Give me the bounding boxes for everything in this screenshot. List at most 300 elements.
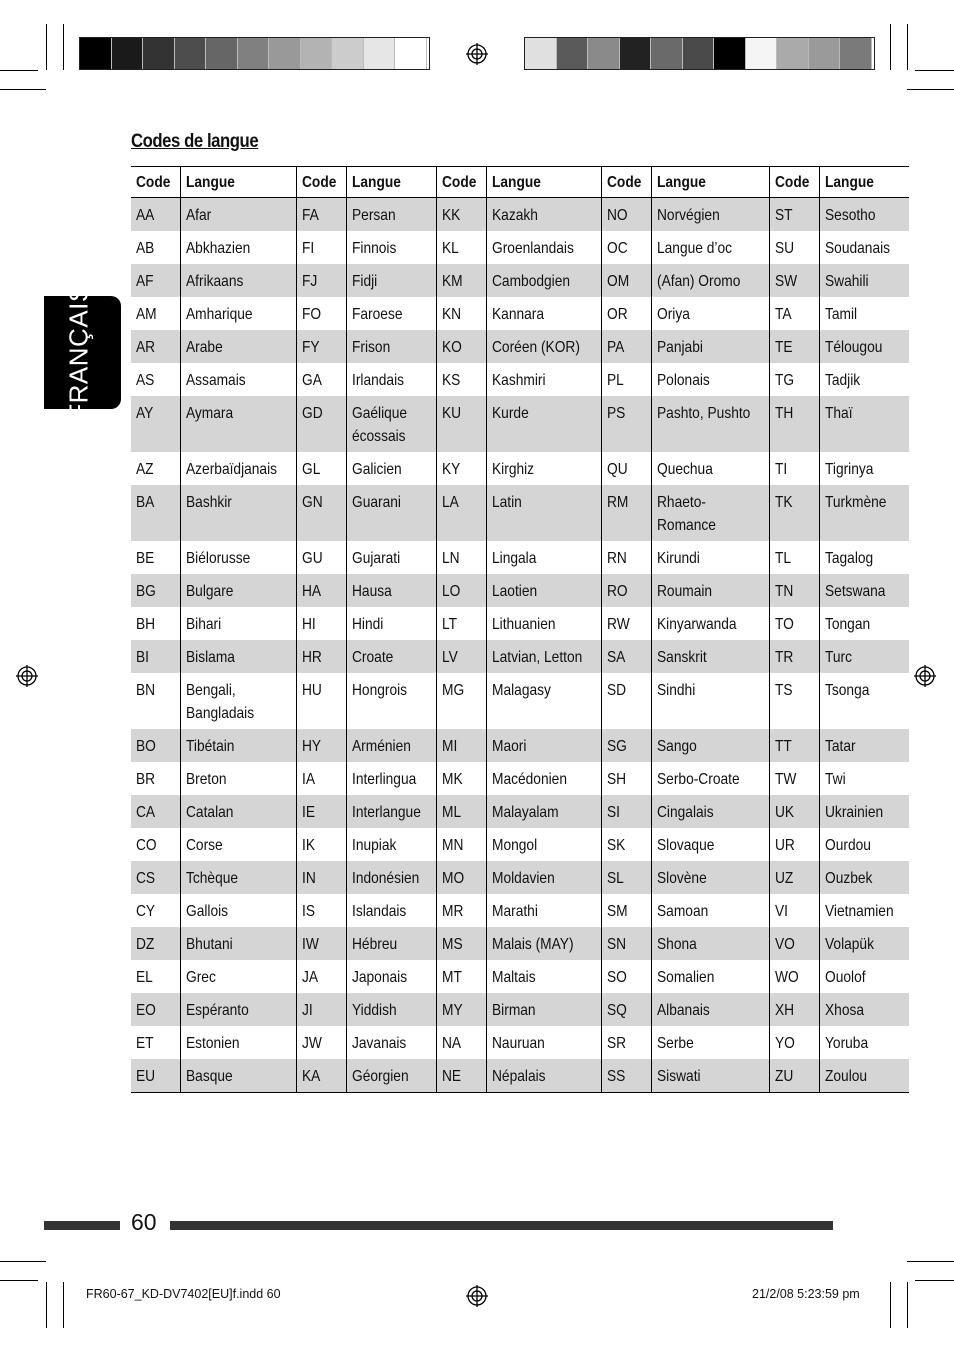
header-label: Code xyxy=(775,174,810,191)
language-name-cell xyxy=(181,640,297,673)
color-swatch xyxy=(840,38,872,69)
header-label: Langue xyxy=(351,174,401,191)
cell-text: UZ xyxy=(775,870,794,887)
cell-text: BO xyxy=(136,738,156,755)
cell-text: PL xyxy=(606,372,624,389)
cell-text: Amharique xyxy=(186,306,253,323)
column-header-code xyxy=(131,167,181,198)
language-code-cell xyxy=(131,828,181,861)
language-code-cell xyxy=(436,927,486,960)
language-code-cell xyxy=(601,861,651,894)
language-name-cell xyxy=(486,828,601,861)
cell-text: BE xyxy=(136,550,155,567)
language-name-cell xyxy=(486,541,601,574)
language-name-cell xyxy=(346,452,436,485)
cell-text: MY xyxy=(441,1002,463,1019)
language-name-cell xyxy=(651,198,770,232)
language-code-cell xyxy=(131,861,181,894)
color-calibration-bar-left xyxy=(79,37,430,70)
language-code-cell xyxy=(770,607,820,640)
language-name-cell xyxy=(820,363,909,396)
cell-text: Bengali, Bangladais xyxy=(186,682,255,722)
language-name-cell xyxy=(651,1026,770,1059)
language-code-cell xyxy=(770,363,820,396)
cell-text: SL xyxy=(606,870,624,887)
language-name-cell xyxy=(651,396,770,452)
cell-text: Siswati xyxy=(656,1068,701,1085)
language-name-cell xyxy=(346,607,436,640)
language-name-cell xyxy=(820,762,909,795)
cell-text: Malayalam xyxy=(491,804,559,821)
cell-text: TI xyxy=(775,461,788,478)
language-code-cell xyxy=(436,541,486,574)
cell-text: Aymara xyxy=(186,405,234,422)
language-code-cell xyxy=(436,231,486,264)
language-code-cell xyxy=(131,894,181,927)
language-code-cell xyxy=(296,396,346,452)
language-code-cell xyxy=(436,762,486,795)
color-swatch xyxy=(112,38,144,69)
cell-text: Javanais xyxy=(351,1035,407,1052)
cell-text: TA xyxy=(775,306,792,323)
language-name-cell xyxy=(346,297,436,330)
language-name-cell xyxy=(486,198,601,232)
language-name-cell xyxy=(181,363,297,396)
cell-text: TK xyxy=(775,494,793,511)
cell-text: ST xyxy=(775,207,793,224)
language-code-cell xyxy=(770,640,820,673)
language-code-cell xyxy=(296,640,346,673)
cell-text: Sesotho xyxy=(825,207,876,224)
language-name-cell xyxy=(346,795,436,828)
language-code-cell xyxy=(131,640,181,673)
language-name-cell xyxy=(651,673,770,729)
language-name-cell xyxy=(486,795,601,828)
language-name-cell xyxy=(651,297,770,330)
cell-text: Finnois xyxy=(351,240,397,257)
cell-text: MS xyxy=(441,936,463,953)
language-code-cell xyxy=(770,297,820,330)
color-swatch xyxy=(714,38,746,69)
column-header-code xyxy=(436,167,486,198)
cell-text: Géorgien xyxy=(351,1068,409,1085)
table-row xyxy=(131,1059,909,1093)
column-header-code xyxy=(770,167,820,198)
column-header-language xyxy=(820,167,909,198)
cell-text: Sanskrit xyxy=(656,649,707,666)
table-row xyxy=(131,396,909,452)
cell-text: SO xyxy=(606,969,627,986)
crop-mark xyxy=(890,24,891,70)
language-code-cell xyxy=(296,485,346,541)
cell-text: IK xyxy=(301,837,315,854)
cell-text: Tibétain xyxy=(186,738,235,755)
cell-text: OM xyxy=(606,273,630,290)
cell-text: JI xyxy=(301,1002,313,1019)
language-code-cell xyxy=(296,198,346,232)
language-code-cell xyxy=(601,396,651,452)
language-code-cell xyxy=(601,231,651,264)
cell-text: Faroese xyxy=(351,306,403,323)
cell-text: Macédonien xyxy=(491,771,567,788)
cell-text: MK xyxy=(441,771,463,788)
language-code-cell xyxy=(131,363,181,396)
cell-text: ET xyxy=(136,1035,154,1052)
cell-text: TT xyxy=(775,738,793,755)
language-code-cell xyxy=(770,231,820,264)
cell-text: VI xyxy=(775,903,789,920)
cell-text: FJ xyxy=(301,273,318,290)
cell-text: HR xyxy=(301,649,322,666)
language-name-cell xyxy=(181,330,297,363)
crop-mark xyxy=(46,1282,47,1328)
header-label: Langue xyxy=(656,174,706,191)
language-name-cell xyxy=(181,198,297,232)
language-code-cell xyxy=(436,960,486,993)
language-name-cell xyxy=(486,264,601,297)
language-code-cell xyxy=(436,452,486,485)
cell-text: Pashto, Pushto xyxy=(656,405,751,422)
cell-text: KM xyxy=(441,273,463,290)
language-code-cell xyxy=(770,396,820,452)
cell-text: UK xyxy=(775,804,795,821)
language-name-cell xyxy=(820,607,909,640)
language-name-cell xyxy=(820,264,909,297)
language-code-cell xyxy=(296,1059,346,1093)
language-name-cell xyxy=(181,993,297,1026)
cell-text: Slovène xyxy=(656,870,707,887)
language-code-cell xyxy=(296,1026,346,1059)
table-row xyxy=(131,231,909,264)
cell-text: SS xyxy=(606,1068,626,1085)
cell-text: Cambodgien xyxy=(491,273,570,290)
cell-text: Latvian, Letton xyxy=(491,649,583,666)
cell-text: Kannara xyxy=(491,306,544,323)
language-code-cell xyxy=(131,231,181,264)
cell-text: Maltais xyxy=(491,969,536,986)
cell-text: Birman xyxy=(491,1002,536,1019)
language-name-cell xyxy=(181,673,297,729)
language-code-cell xyxy=(131,452,181,485)
language-name-cell xyxy=(181,485,297,541)
language-name-cell xyxy=(820,1026,909,1059)
crop-mark xyxy=(890,1282,891,1328)
language-name-cell xyxy=(181,1059,297,1093)
cell-text: Bislama xyxy=(186,649,235,666)
cell-text: HY xyxy=(301,738,321,755)
cell-text: KL xyxy=(441,240,459,257)
language-name-cell xyxy=(486,231,601,264)
cell-text: MO xyxy=(441,870,465,887)
table-row xyxy=(131,828,909,861)
cell-text: TS xyxy=(775,682,793,699)
language-side-tab xyxy=(44,284,121,420)
section-title: Codes de langue xyxy=(131,131,259,152)
cell-text: CY xyxy=(136,903,156,920)
language-code-cell xyxy=(436,330,486,363)
cell-text: LT xyxy=(441,616,457,633)
language-name-cell xyxy=(346,828,436,861)
language-code-cell xyxy=(131,993,181,1026)
cell-text: Breton xyxy=(186,771,227,788)
language-code-cell xyxy=(296,828,346,861)
language-code-cell xyxy=(436,640,486,673)
cell-text: Inupiak xyxy=(351,837,397,854)
cell-text: Turc xyxy=(825,649,853,666)
header-label: Langue xyxy=(491,174,541,191)
table-row xyxy=(131,1026,909,1059)
cell-text: TH xyxy=(775,405,794,422)
cell-text: Ourdou xyxy=(825,837,872,854)
cell-text: KO xyxy=(441,339,462,356)
cell-text: NA xyxy=(441,1035,462,1052)
cell-text: SR xyxy=(606,1035,626,1052)
crop-mark xyxy=(907,89,954,90)
cell-text: LA xyxy=(441,494,459,511)
language-code-cell xyxy=(601,729,651,762)
cell-text: Télougou xyxy=(825,339,883,356)
cell-text: Ouzbek xyxy=(825,870,873,887)
language-name-cell xyxy=(486,1026,601,1059)
cell-text: Roumain xyxy=(656,583,712,600)
language-code-cell xyxy=(131,927,181,960)
language-name-cell xyxy=(181,762,297,795)
language-code-cell xyxy=(601,1059,651,1093)
language-code-cell xyxy=(131,762,181,795)
cell-text: IN xyxy=(301,870,316,887)
color-swatch xyxy=(80,38,112,69)
color-swatch xyxy=(206,38,238,69)
color-swatch xyxy=(301,38,333,69)
language-code-cell xyxy=(770,861,820,894)
language-name-cell xyxy=(346,330,436,363)
crop-mark xyxy=(915,70,954,71)
table-body xyxy=(131,198,909,1093)
cell-text: MR xyxy=(441,903,464,920)
language-name-cell xyxy=(346,1026,436,1059)
language-name-cell xyxy=(651,729,770,762)
cell-text: Mongol xyxy=(491,837,538,854)
color-calibration-bar-right xyxy=(524,37,875,70)
cell-text: IE xyxy=(301,804,315,821)
table-row xyxy=(131,330,909,363)
cell-text: Tatar xyxy=(825,738,856,755)
language-name-cell xyxy=(486,673,601,729)
table-row xyxy=(131,894,909,927)
language-code-cell xyxy=(131,795,181,828)
language-name-cell xyxy=(346,993,436,1026)
cell-text: MN xyxy=(441,837,464,854)
language-code-cell xyxy=(296,363,346,396)
cell-text: Panjabi xyxy=(656,339,703,356)
cell-text: Gallois xyxy=(186,903,229,920)
language-name-cell xyxy=(651,541,770,574)
cell-text: Guarani xyxy=(351,494,401,511)
crop-mark xyxy=(0,70,38,71)
cell-text: BH xyxy=(136,616,156,633)
language-code-cell xyxy=(770,541,820,574)
cell-text: BI xyxy=(136,649,150,666)
language-name-cell xyxy=(181,729,297,762)
language-name-cell xyxy=(820,1059,909,1093)
language-name-cell xyxy=(651,330,770,363)
cell-text: Tsonga xyxy=(825,682,870,699)
cell-text: LV xyxy=(441,649,458,666)
language-code-cell xyxy=(601,330,651,363)
language-name-cell xyxy=(181,541,297,574)
language-code-cell xyxy=(296,607,346,640)
cell-text: LN xyxy=(441,550,460,567)
language-code-cell xyxy=(601,640,651,673)
cell-text: Croate xyxy=(351,649,394,666)
language-code-cell xyxy=(770,927,820,960)
language-code-cell xyxy=(436,396,486,452)
header-label: Langue xyxy=(186,174,235,191)
color-swatch xyxy=(620,38,652,69)
language-name-cell xyxy=(181,795,297,828)
cell-text: OC xyxy=(606,240,628,257)
language-name-cell xyxy=(486,927,601,960)
language-code-cell xyxy=(601,894,651,927)
cell-text: GN xyxy=(301,494,323,511)
cell-text: Gaélique écossais xyxy=(351,405,407,445)
crop-mark xyxy=(915,1280,954,1281)
cell-text: Kurde xyxy=(491,405,529,422)
page-bar-right xyxy=(170,1221,833,1230)
color-swatch xyxy=(746,38,778,69)
cell-text: Ouolof xyxy=(825,969,866,986)
cell-text: Thaï xyxy=(825,405,853,422)
language-name-cell xyxy=(820,828,909,861)
cell-text: JW xyxy=(301,1035,322,1052)
cell-text: Interlangue xyxy=(351,804,421,821)
language-name-cell xyxy=(651,574,770,607)
header-label: Code xyxy=(441,174,477,191)
language-name-cell xyxy=(486,396,601,452)
header-label: Code xyxy=(606,174,642,191)
language-code-cell xyxy=(436,1059,486,1093)
language-code-cell xyxy=(770,894,820,927)
language-code-cell xyxy=(296,231,346,264)
header-label: Code xyxy=(301,174,337,191)
cell-text: Persan xyxy=(351,207,396,224)
cell-text: AZ xyxy=(136,461,154,478)
cell-text: Xhosa xyxy=(825,1002,865,1019)
cell-text: Twi xyxy=(825,771,847,788)
language-code-cell xyxy=(436,607,486,640)
language-code-cell xyxy=(131,1026,181,1059)
cell-text: Zoulou xyxy=(825,1068,868,1085)
cell-text: SH xyxy=(606,771,626,788)
language-code-cell xyxy=(770,1059,820,1093)
table-row xyxy=(131,927,909,960)
table-row xyxy=(131,640,909,673)
language-name-cell xyxy=(651,363,770,396)
language-code-cell xyxy=(601,1026,651,1059)
language-code-cell xyxy=(131,396,181,452)
crop-mark xyxy=(907,1261,954,1262)
language-name-cell xyxy=(486,330,601,363)
cell-text: CA xyxy=(136,804,156,821)
cell-text: KN xyxy=(441,306,462,323)
cell-text: SU xyxy=(775,240,795,257)
cell-text: Basque xyxy=(186,1068,233,1085)
language-name-cell xyxy=(486,1059,601,1093)
language-name-cell xyxy=(820,297,909,330)
language-code-cell xyxy=(131,541,181,574)
language-code-cell xyxy=(770,330,820,363)
color-swatch xyxy=(809,38,841,69)
cell-text: JA xyxy=(301,969,318,986)
cell-text: Kashmiri xyxy=(491,372,546,389)
language-code-cell xyxy=(131,673,181,729)
footer-date: 21/2/08 5:23:59 pm xyxy=(752,1287,860,1301)
language-code-cell xyxy=(601,363,651,396)
language-name-cell xyxy=(651,607,770,640)
cell-text: Quechua xyxy=(656,461,713,478)
language-name-cell xyxy=(486,762,601,795)
cell-text: Slovaque xyxy=(656,837,715,854)
cell-text: Biélorusse xyxy=(186,550,251,567)
language-code-cell xyxy=(296,993,346,1026)
cell-text: AY xyxy=(136,405,154,422)
cell-text: Islandais xyxy=(351,903,407,920)
cell-text: Oriya xyxy=(656,306,690,323)
language-name-cell xyxy=(820,231,909,264)
cell-text: SA xyxy=(606,649,626,666)
cell-text: Serbe xyxy=(656,1035,694,1052)
language-code-cell xyxy=(131,607,181,640)
language-code-cell xyxy=(770,452,820,485)
table-row xyxy=(131,795,909,828)
cell-text: Ukrainien xyxy=(825,804,884,821)
cell-text: KY xyxy=(441,461,461,478)
cell-text: TE xyxy=(775,339,793,356)
cell-text: Yoruba xyxy=(825,1035,869,1052)
language-name-cell xyxy=(346,574,436,607)
cell-text: QU xyxy=(606,461,628,478)
language-name-cell xyxy=(181,452,297,485)
language-code-cell xyxy=(436,828,486,861)
cell-text: BN xyxy=(136,682,156,699)
language-code-cell xyxy=(296,960,346,993)
language-name-cell xyxy=(651,927,770,960)
cell-text: FA xyxy=(301,207,319,224)
language-code-cell xyxy=(601,762,651,795)
language-code-cell xyxy=(296,297,346,330)
crop-mark xyxy=(63,1282,64,1328)
cell-text: Arabe xyxy=(186,339,223,356)
language-code-cell xyxy=(601,264,651,297)
language-name-cell xyxy=(486,960,601,993)
cell-text: HU xyxy=(301,682,322,699)
cell-text: BA xyxy=(136,494,155,511)
cell-text: PS xyxy=(606,405,626,422)
language-name-cell xyxy=(346,264,436,297)
language-name-cell xyxy=(486,452,601,485)
cell-text: Somalien xyxy=(656,969,715,986)
cell-text: MI xyxy=(441,738,458,755)
cell-text: Interlingua xyxy=(351,771,417,788)
cell-text: Tagalog xyxy=(825,550,874,567)
language-name-cell xyxy=(181,264,297,297)
language-code-cell xyxy=(436,574,486,607)
cell-text: Tongan xyxy=(825,616,871,633)
cell-text: TR xyxy=(775,649,794,666)
cell-text: MG xyxy=(441,682,465,699)
color-swatch xyxy=(395,38,427,69)
cell-text: Malais (MAY) xyxy=(491,936,574,953)
